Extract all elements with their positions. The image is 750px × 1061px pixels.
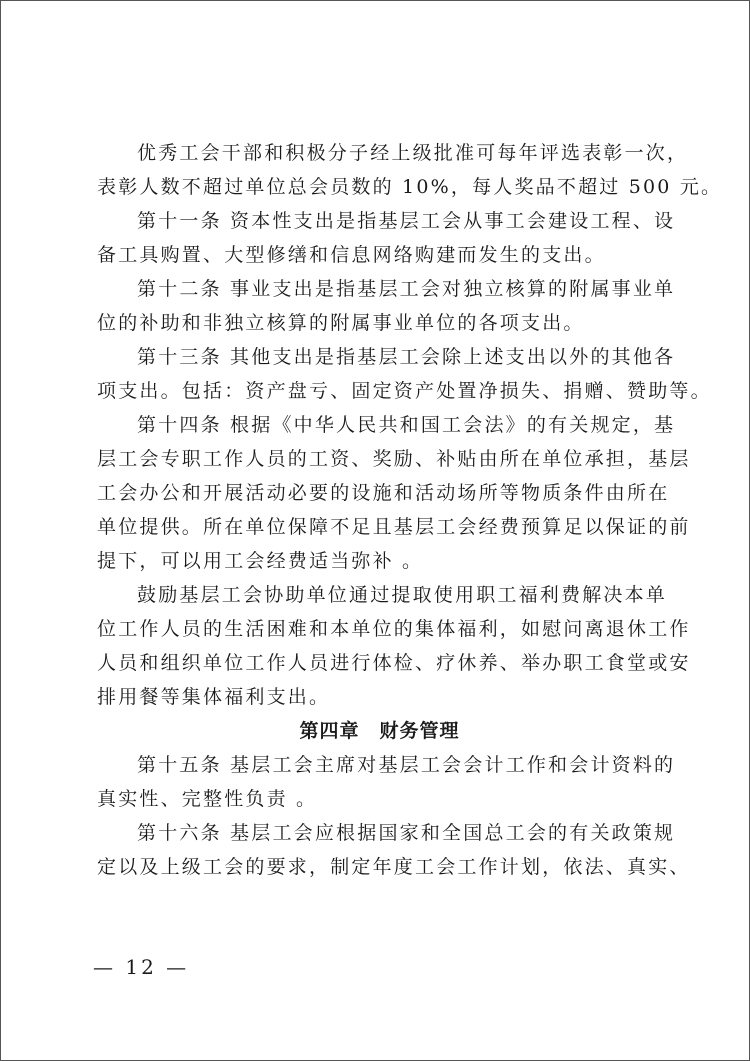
article-13 xyxy=(97,340,712,408)
article-11 xyxy=(97,204,676,272)
text-line: 第十六条 基层工会应根据国家和全国总工会的有关政策规 xyxy=(137,822,676,844)
page-number: — 12 — xyxy=(93,955,190,979)
text-line: 工会办公和开展活动必要的设施和活动场所等物质条件由所在 xyxy=(97,482,670,504)
article-14 xyxy=(97,408,691,578)
chapter-heading: 第四章 财务管理 xyxy=(299,720,460,742)
text-line: 人员和组织单位工作人员进行体检、疗休养、举办职工食堂或安 xyxy=(97,652,691,674)
text-line: 位工作人员的生活困难和本单位的集体福利，如慰问离退休工作 xyxy=(97,618,691,640)
text-line: 真实性、完整性负责 。 xyxy=(97,788,318,810)
text-line: 层工会专职工作人员的工资、奖励、补贴由所在单位承担，基层 xyxy=(97,448,691,470)
paragraph-welfare xyxy=(97,578,691,714)
article-16 xyxy=(97,816,691,884)
text-line: 排用餐等集体福利支出。 xyxy=(97,686,331,708)
paragraph xyxy=(97,136,723,204)
text-line: 项支出。包括：资产盘亏、固定资产处置净损失、捐赠、赞助等。 xyxy=(97,380,712,402)
article-12 xyxy=(97,272,676,340)
text-line: 第十四条 根据《中华人民共和国工会法》的有关规定，基 xyxy=(137,414,676,436)
text-line: 第十五条 基层工会主席对基层工会会计工作和会计资料的 xyxy=(137,754,676,776)
text-line: 第十二条 事业支出是指基层工会对独立核算的附属事业单 xyxy=(137,278,676,300)
text-line: 位的补助和非独立核算的附属事业单位的各项支出。 xyxy=(97,312,585,334)
text-line: 第十一条 资本性支出是指基层工会从事工会建设工程、设 xyxy=(137,210,676,232)
text-line: 优秀工会干部和积极分子经上级批准可每年评选表彰一次， xyxy=(137,142,689,164)
text-line: 表彰人数不超过单位总会员数的 10%，每人奖品不超过 500 元。 xyxy=(97,176,723,198)
text-line: 鼓励基层工会协助单位通过提取使用职工福利费解决本单 xyxy=(137,584,668,606)
text-line: 定以及上级工会的要求，制定年度工会工作计划，依法、真实、 xyxy=(97,856,691,878)
article-15 xyxy=(97,748,676,816)
text-line: 提下，可以用工会经费适当弥补 。 xyxy=(97,550,424,572)
text-line: 备工具购置、大型修缮和信息网络购建而发生的支出。 xyxy=(97,244,606,266)
text-line: 第十三条 其他支出是指基层工会除上述支出以外的其他各 xyxy=(137,346,676,368)
document-body xyxy=(97,136,723,884)
text-line: 单位提供。所在单位保障不足且基层工会经费预算足以保证的前 xyxy=(97,516,691,538)
